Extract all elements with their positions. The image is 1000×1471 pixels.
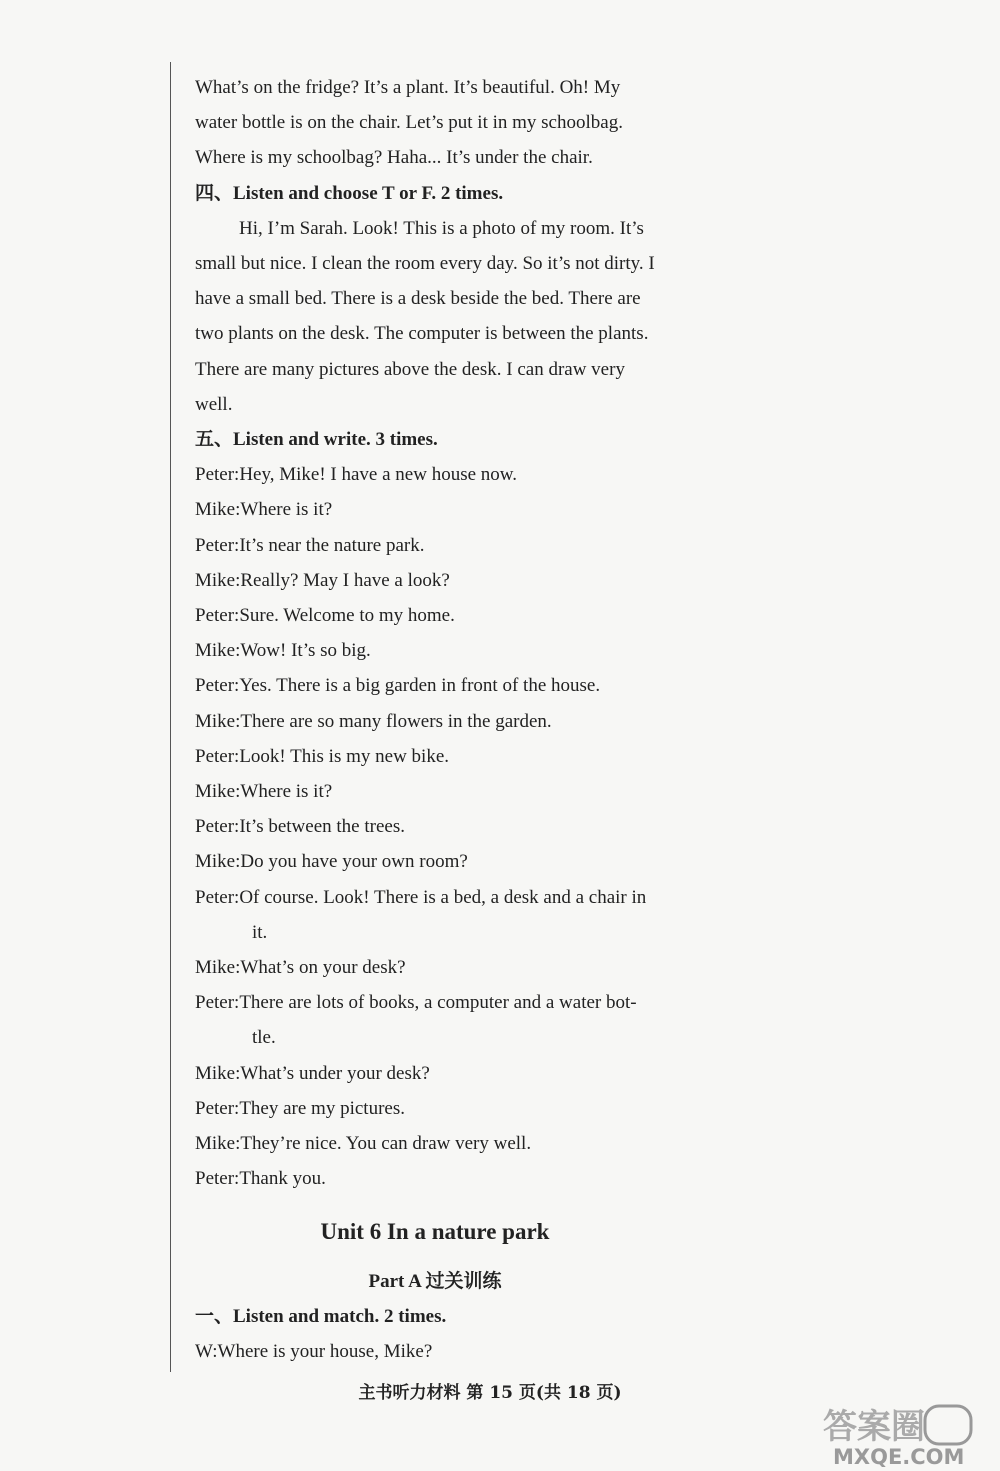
dialogue-line: Mike:They’re nice. You can draw very well.	[195, 1133, 532, 1155]
dialogue-line: Peter:They are my pictures.	[195, 1097, 405, 1119]
dialogue-line: Peter:There are lots of books, a computer and a water bot-	[195, 992, 637, 1014]
dialogue-line: Peter:Of course. Look! There is a bed, a desk and a chair in	[195, 886, 647, 908]
passage-line: Where is my schoolbag? Haha... It’s under the chair.	[195, 147, 593, 169]
passage-line: Hi, I’m Sarah. Look! This is a photo of my room. It’s	[239, 217, 644, 239]
dialogue-line: Peter:Thank you.	[195, 1168, 326, 1190]
passage-line: small but nice. I clean the room every day. So it’s not dirty. I	[195, 253, 655, 275]
dialogue-line: Mike:Where is it?	[195, 781, 333, 803]
page-content	[195, 70, 755, 1369]
dialogue-line-continued: tle.	[252, 1027, 276, 1049]
dialogue-line: Peter:Yes. There is a big garden in front of the house.	[195, 675, 601, 697]
dialogue-line: Peter:Sure. Welcome to my home.	[195, 605, 455, 627]
passage-line: two plants on the desk. The computer is between the plants.	[195, 323, 649, 345]
passage-line: There are many pictures above the desk. I can draw very	[195, 358, 625, 380]
section-1-heading: 一、Listen and match. 2 times.	[195, 1305, 447, 1327]
dialogue-line: Mike:Do you have your own room?	[195, 851, 468, 873]
margin-rule	[170, 62, 171, 1372]
passage-line: What’s on the fridge? It’s a plant. It’s beautiful. Oh! My	[195, 77, 621, 98]
watermark-badge	[925, 1406, 971, 1444]
dialogue-line: Peter:Hey, Mike! I have a new house now.	[195, 464, 518, 486]
dialogue-line: Mike:What’s on your desk?	[195, 957, 406, 979]
passage-line: water bottle is on the chair. Let’s put it in my schoolbag.	[195, 112, 623, 134]
watermark-top-text: 答案圈	[823, 1407, 925, 1447]
dialogue-line: Mike:Really? May I have a look?	[195, 569, 450, 591]
dialogue-line: Mike:What’s under your desk?	[195, 1062, 430, 1084]
passage-line: have a small bed. There is a desk beside the bed. There are	[195, 288, 641, 310]
dialogue-line: Mike:Wow! It’s so big.	[195, 640, 371, 662]
watermark-bottom-text: MXQE.COM	[833, 1445, 965, 1469]
section-5-heading: 五、Listen and write. 3 times.	[195, 429, 438, 451]
page-footer: 主书听力材料 第 15 页(共 18 页)	[358, 1383, 622, 1403]
passage-line: well.	[195, 393, 233, 415]
section-4-heading: 四、Listen and choose T or F. 2 times.	[195, 182, 504, 204]
dialogue-line: Peter:It’s between the trees.	[195, 816, 405, 838]
dialogue-line: W:Where is your house, Mike?	[195, 1341, 433, 1363]
part-title: Part A 过关训练	[368, 1270, 502, 1292]
dialogue-line: Mike:There are so many flowers in the garden.	[195, 710, 552, 732]
unit-title: Unit 6 In a nature park	[320, 1218, 550, 1244]
dialogue-line: Mike:Where is it?	[195, 499, 333, 521]
dialogue-line: Peter:It’s near the nature park.	[195, 534, 425, 556]
watermark-logo	[815, 1400, 990, 1470]
dialogue-line: Peter:Look! This is my new bike.	[195, 745, 450, 767]
dialogue-line-continued: it.	[252, 921, 268, 943]
